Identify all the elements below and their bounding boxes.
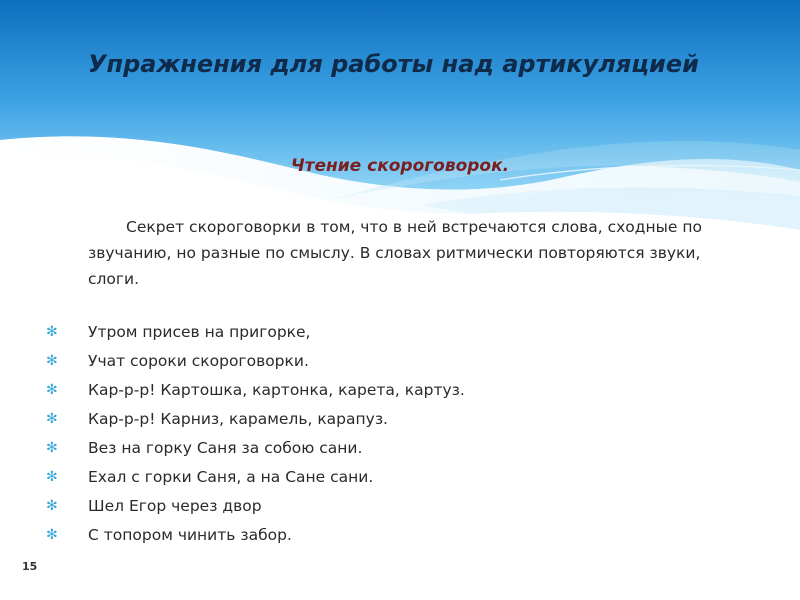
list-item-text: Кар-р-р! Картошка, картонка, карета, картуз. [88,381,465,399]
list-item [0,463,800,492]
bullet-icon: ✻ [46,382,58,398]
bullet-icon: ✻ [46,353,58,369]
list-item-text: С топором чинить забор. [88,526,292,544]
page-number: 15 [22,560,38,573]
list-item [0,521,800,550]
bullet-icon: ✻ [46,498,58,514]
list-item [0,492,800,521]
list-item [0,405,800,434]
list-item [0,434,800,463]
bullet-icon: ✻ [46,469,58,485]
list-item-text: Шел Егор через двор [88,497,262,515]
list-item-text: Учат сороки скороговорки. [88,352,309,370]
intro-paragraph: Секрет скороговорки в том, что в ней встречаются слова, сходные по звучанию, но разные по смыслу. В словах ритмически повторяются звуки, слоги. [88,218,702,288]
bullet-icon: ✻ [46,411,58,427]
list-item-text: Ехал с горки Саня, а на Сане сани. [88,468,374,486]
list-item [0,376,800,405]
list-item [0,318,800,347]
bullet-icon: ✻ [46,527,58,543]
list-item [0,347,800,376]
list-item-text: Вез на горку Саня за собою сани. [88,439,363,457]
slide-subtitle: Чтение скороговорок. [290,156,510,176]
bullet-icon: ✻ [46,324,58,340]
slide-title: Упражнения для работы над артикуляцией [88,50,699,78]
bullet-icon: ✻ [46,440,58,456]
list-item-text: Утром присев на пригорке, [88,323,311,341]
tongue-twister-list [0,318,800,550]
list-item-text: Кар-р-р! Карниз, карамель, карапуз. [88,410,388,428]
